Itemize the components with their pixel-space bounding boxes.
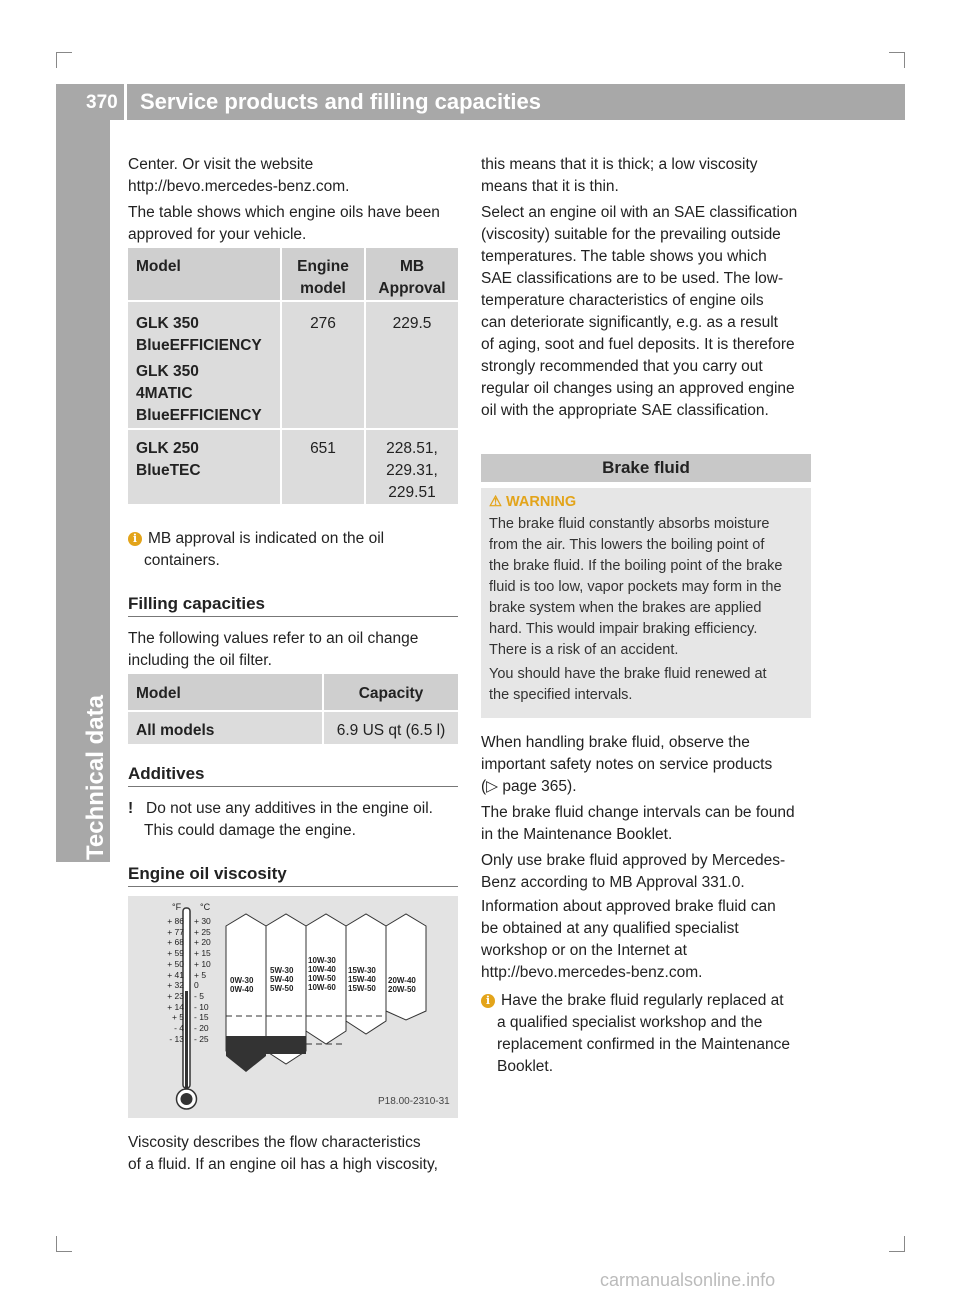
additives-heading: Additives — [128, 764, 205, 783]
viscosity-continued: this means that it is thick; a low viscosity means that it is thin. — [481, 156, 758, 195]
table-row — [128, 300, 458, 428]
header-divider — [124, 84, 127, 120]
filling-intro-text: The following values refer to an oil change including the oil filter. — [128, 630, 419, 669]
intervals-text: The brake fluid change intervals can be found in the Maintenance Booklet. — [481, 804, 795, 843]
warning-icon: ⚠ — [489, 494, 502, 510]
info-text: Information about approved brake fluid can be obtained at any qualified specialist workshop or on the Internet at http://bevo.mercedes-benz.com. — [481, 898, 776, 981]
fahrenheit-label: °F — [172, 902, 182, 912]
brake-fluid-heading: Brake fluid — [602, 458, 690, 477]
row-approval: 228.51, 229.31, 229.51 — [364, 428, 458, 504]
fahrenheit-scale: + 86 + 77 + 68 + 59 + 50 + 41 + 32 + 23 + 14 + 5 - 4 - 13 — [167, 916, 184, 1044]
heading-rule — [128, 886, 458, 887]
heading-rule — [128, 616, 458, 617]
col-header-model: Model — [128, 248, 280, 300]
warning-text: The brake fluid constantly absorbs moisture from the air. This lowers the boiling point of the brake fluid. If the boiling point of the brake fluid is too low, vapor pockets may form in the brake system when the brakes are applied hard. This would impair braking efficiency. There is a risk of an accident. You should have the brake fluid renewed at the specified intervals. — [489, 516, 783, 703]
sae-column-5w: 5W-30 5W-40 5W-50 — [270, 966, 294, 993]
celsius-scale: + 30 + 25 + 20 + 15 + 10 + 5 0 - 5 - 10 - 15 - 20 - 25 — [194, 916, 211, 1044]
additives-note: ! Do not use any additives in the engine oil. This could damage the engine. — [128, 800, 433, 839]
col-header-capacity: Capacity — [322, 674, 458, 710]
row-model: GLK 250 BlueTEC — [128, 428, 280, 504]
page-number: 370 — [86, 92, 118, 113]
sae-column-15w: 15W-30 15W-40 15W-50 — [348, 966, 376, 993]
table-intro-text: The table shows which engine oils have been approved for your vehicle. — [128, 204, 440, 243]
sae-paragraph: Select an engine oil with an SAE classification (viscosity) suitable for the prevailing outside temperatures. The table shows you which SAE classifications are to be used. The low- temperature characteristics of engine oils can deteriorate significantly, e.g. as a result of aging, soot and fuel deposits. It is therefore strongly recommended that you carry out regular oil changes using an approved engine oil with the appropriate SAE classification. — [481, 204, 798, 419]
diagram-reference: P18.00-2310-31 — [378, 1096, 450, 1107]
watermark: carmanualsonline.info — [600, 1270, 776, 1290]
brake-fluid-header — [481, 454, 811, 482]
table-row — [128, 428, 458, 504]
note-replace: i Have the brake fluid regularly replaced at a qualified specialist workshop and the replacement confirmed in the Maintenance Booklet. — [481, 990, 811, 1078]
warning-title: ⚠ WARNING — [489, 494, 577, 510]
intro-text: Center. Or visit the website http://bevo.mercedes-benz.com. — [128, 156, 350, 195]
page-title: Service products and filling capacities — [140, 89, 542, 114]
handling-text: When handling brake fluid, observe the important safety notes on service products (▷ page 365). — [481, 734, 773, 795]
approved-fluid-text: Only use brake fluid approved by Mercedes- Benz according to MB Approval 331.0. — [481, 852, 786, 891]
viscosity-heading: Engine oil viscosity — [128, 864, 287, 883]
col-header-engine: Engine model — [280, 248, 364, 300]
row-engine: 276 — [280, 300, 364, 428]
sae-column-20w: 20W-40 20W-50 — [388, 976, 416, 994]
viscosity-diagram — [128, 896, 458, 1118]
col-header-model: Model — [128, 674, 322, 710]
warning-box — [481, 488, 811, 718]
note-mb-approval: i MB approval is indicated on the oil containers. — [128, 528, 458, 572]
row-model: All models — [128, 710, 322, 744]
side-tab-label: Technical data — [82, 695, 109, 860]
engine-oil-table — [128, 248, 458, 504]
caution-icon: ! — [128, 800, 134, 817]
table-row — [128, 710, 458, 744]
row-engine: 651 — [280, 428, 364, 504]
row-capacity: 6.9 US qt (6.5 l) — [322, 710, 458, 744]
row-model: GLK 350 BlueEFFICIENCY GLK 350 4MATIC BlueEFFICIENCY — [128, 300, 280, 428]
info-icon: i — [128, 532, 142, 546]
celsius-label: °C — [200, 902, 211, 912]
filling-capacities-heading: Filling capacities — [128, 594, 265, 613]
row-approval: 229.5 — [364, 300, 458, 428]
viscosity-text: Viscosity describes the flow characteristics of a fluid. If an engine oil has a high viscosity, — [128, 1134, 438, 1173]
capacity-table — [128, 674, 458, 744]
col-header-mb: MB Approval — [364, 248, 458, 300]
sae-column-0w: 0W-30 0W-40 — [230, 976, 254, 994]
sae-column-10w: 10W-30 10W-40 10W-50 10W-60 — [308, 956, 336, 992]
info-icon: i — [481, 994, 495, 1008]
heading-rule — [128, 786, 458, 787]
